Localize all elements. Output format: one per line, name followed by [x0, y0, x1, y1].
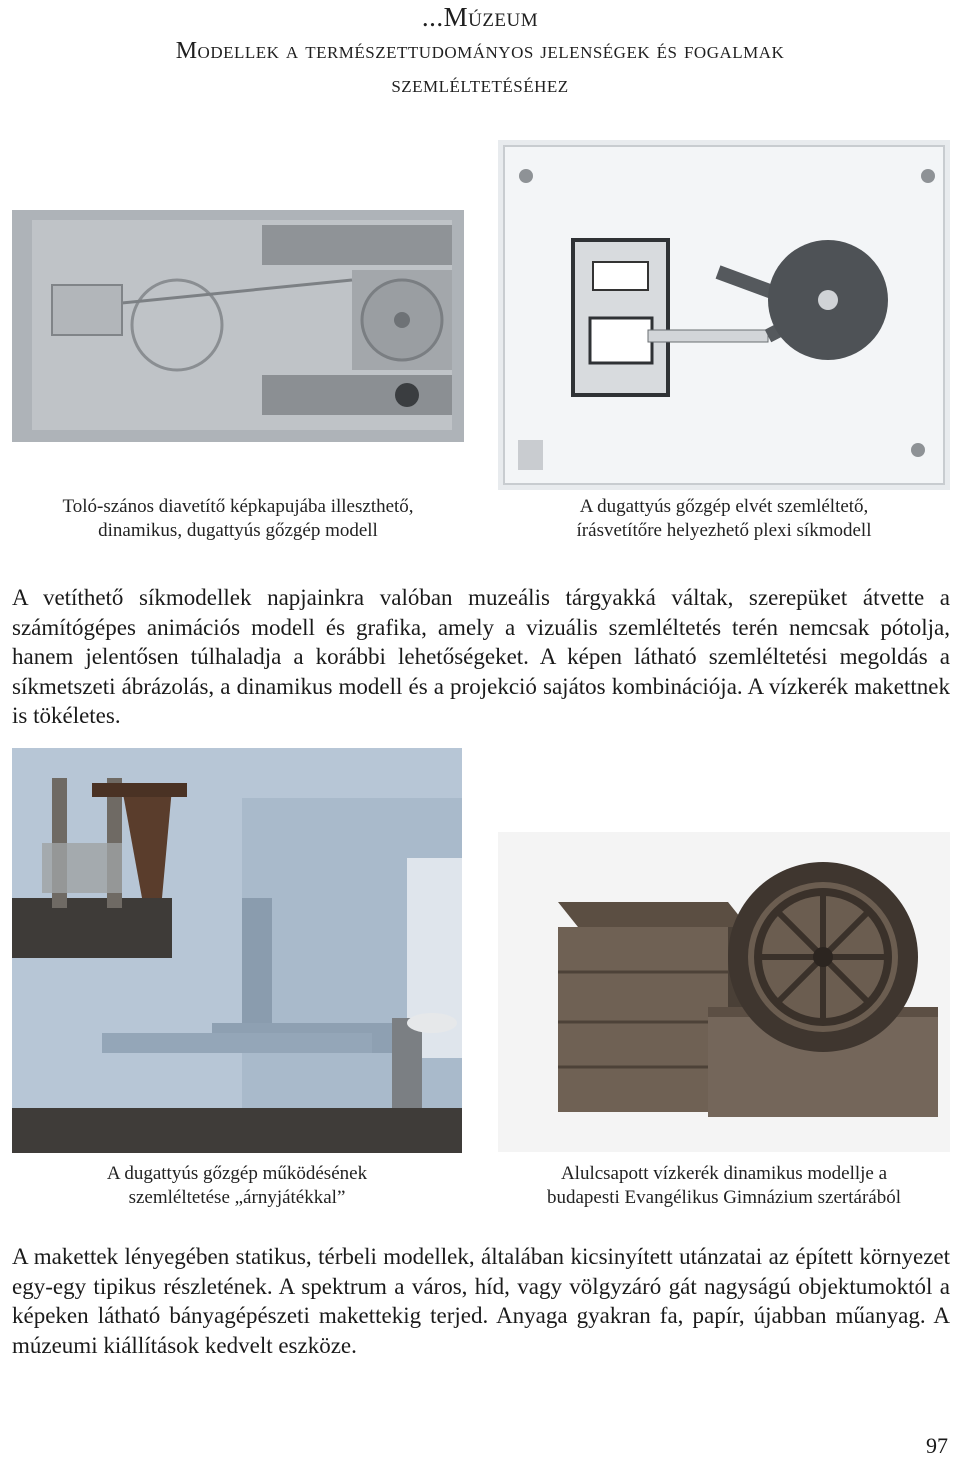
photo-plexi-plane-model: [498, 140, 950, 490]
caption-line: Toló-szános diavetítő képkapujába illeszthető,: [62, 496, 414, 517]
paragraph-text: A makettek lényegében statikus, térbeli modellek, általában kicsinyített utánzatai az épített környezet egy-egy tipikus részletének. A spektrum a város, híd, vagy völgyzáró gát nagyságú objektumoktól a képeken látható bányagépészeti makettekig terjed. Anyaga gyakran fa, papír, újabban műanyag. A múzeumi kiállítások kedvelt eszköze.: [12, 1244, 950, 1358]
photo-shadow-play-steam-engine: [12, 748, 462, 1153]
page-number: 97: [926, 1433, 948, 1458]
section-title: ...Múzeum: [421, 2, 539, 32]
caption-line: A dugattyús gőzgép működésének: [106, 1163, 368, 1184]
photo-water-wheel-model: [498, 832, 950, 1152]
paragraph-text: A vetíthető síkmodellek napjainkra valóban muzeális tárgyakká váltak, szerepüket átvette a számítógépes animációs modell és grafika, amely a vizuális szemléltetés terén nemcsak pótolja, hanem jelentősen túlhaladja a korábbi lehetőségeket. A képen látható szemléltetési megoldás a síkmetszeti ábrázolás, a dinamikus modell és a projekció sajátos kombinációja. A vízkerék makettnek is tökéletes.: [12, 585, 950, 728]
caption-line: Alulcsapott vízkerék dinamikus modellje a: [560, 1163, 888, 1184]
caption-line: dinamikus, dugattyús gőzgép modell: [98, 520, 378, 541]
caption-line: A dugattyús gőzgép elvét szemléltető,: [579, 496, 869, 517]
photo-slide-steam-engine-model: [12, 210, 464, 442]
body-paragraph-1: [12, 583, 950, 731]
figure-caption-2: [498, 495, 950, 543]
caption-line: budapesti Evangélikus Gimnázium szertárából: [546, 1187, 902, 1208]
caption-line: szemléltetése „árnyjátékkal”: [128, 1187, 346, 1208]
figure-caption-3: [12, 1162, 462, 1210]
figure-caption-4: [498, 1162, 950, 1210]
caption-line: írásvetítőre helyezhető plexi síkmodell: [576, 520, 872, 541]
figure-caption-1: [12, 495, 464, 543]
page-subtitle-line2: szemléltetéséhez: [391, 72, 569, 98]
body-paragraph-2: [12, 1242, 950, 1360]
page-subtitle-line1: Modellek a természettudományos jelenségek és fogalmak: [175, 38, 785, 64]
